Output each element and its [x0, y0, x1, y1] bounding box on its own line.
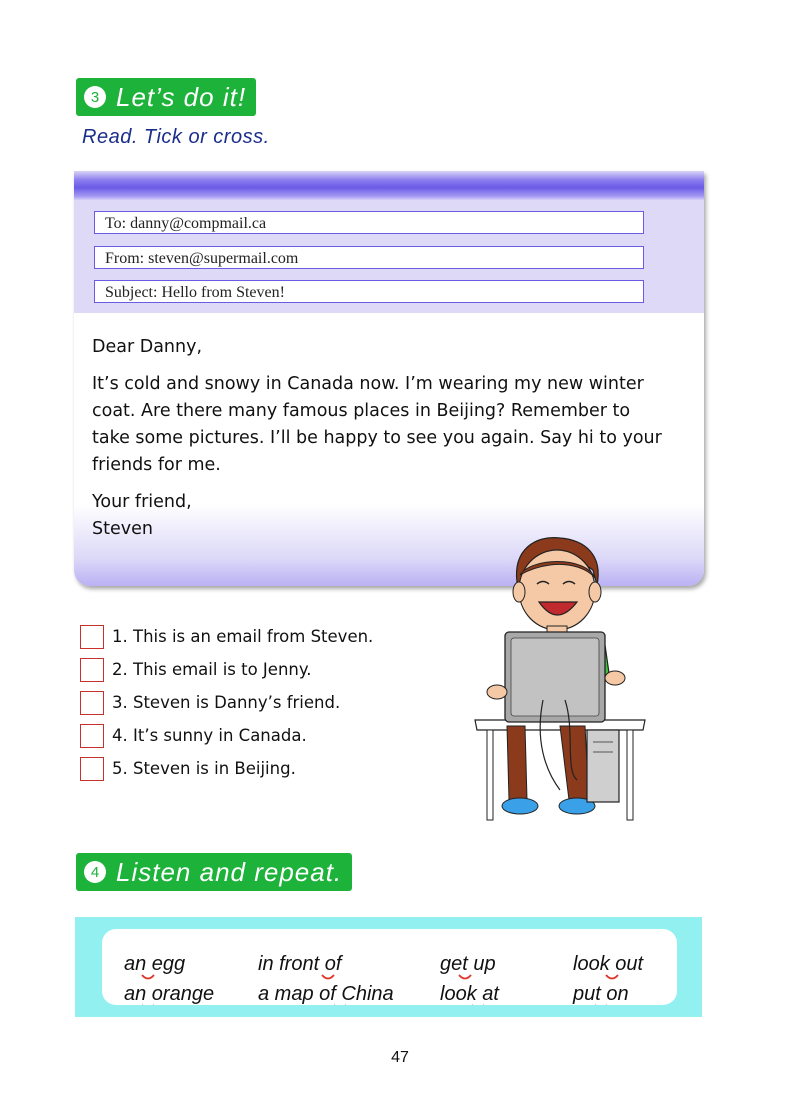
statement-item: [80, 719, 373, 752]
boy-at-computer-illustration: [465, 530, 665, 830]
phrase: a map of China: [258, 983, 394, 1005]
statement-text: 1. This is an email from Steven.: [112, 627, 374, 646]
section-title: Listen and repeat.: [116, 856, 343, 887]
answer-checkbox[interactable]: [80, 691, 104, 715]
answer-checkbox[interactable]: [80, 724, 104, 748]
phrase: in front of: [258, 953, 342, 975]
section-number: 4: [84, 861, 106, 883]
answer-checkbox[interactable]: [80, 658, 104, 682]
email-closing: Your friend,: [92, 492, 192, 512]
liaison-marks: [102, 929, 677, 1005]
email-title-bar: [74, 171, 704, 201]
page-number: 47: [391, 1049, 409, 1066]
statement-item: [80, 686, 373, 719]
statement-item: [80, 620, 373, 653]
phrase: look out: [573, 953, 644, 975]
phrase: put on: [573, 983, 629, 1005]
answer-checkbox[interactable]: [80, 757, 104, 781]
instruction-text: Read. Tick or cross.: [82, 126, 270, 148]
email-signature: Steven: [92, 519, 153, 539]
email-from-field: From: steven@supermail.com: [94, 246, 644, 269]
email-window: [74, 171, 704, 586]
section-3-badge: [76, 78, 256, 116]
statement-text: 2. This email is to Jenny.: [112, 660, 312, 679]
phrase-band: [75, 917, 702, 1017]
phrase-box: [102, 929, 677, 1005]
statement-text: 3. Steven is Danny’s friend.: [112, 693, 341, 712]
section-4-badge: [76, 853, 352, 891]
email-to-field: To: danny@compmail.ca: [94, 211, 644, 234]
statement-item: [80, 752, 373, 785]
email-body-line: friends for me.: [92, 455, 221, 475]
answer-checkbox[interactable]: [80, 625, 104, 649]
phrase: an egg: [124, 953, 186, 975]
statement-text: 5. Steven is in Beijing.: [112, 759, 296, 778]
liaison-arc: [142, 975, 154, 979]
email-greeting: Dear Danny,: [92, 337, 203, 357]
liaison-arc: [606, 975, 618, 979]
email-body-line: take some pictures. I’ll be happy to see you again. Say hi to your: [92, 428, 662, 448]
section-number: 3: [84, 86, 106, 108]
phrase: an orange: [124, 983, 215, 1005]
statement-text: 4. It’s sunny in Canada.: [112, 726, 307, 745]
section-title: Let’s do it!: [116, 81, 247, 112]
statement-list: [80, 620, 373, 785]
phrase: look at: [440, 983, 499, 1005]
email-body-line: coat. Are there many famous places in Beijing? Remember to: [92, 401, 631, 421]
liaison-arc: [322, 975, 334, 979]
email-subject-field: Subject: Hello from Steven!: [94, 280, 644, 303]
email-body-line: It’s cold and snowy in Canada now. I’m wearing my new winter: [92, 374, 644, 394]
statement-item: [80, 653, 373, 686]
phrase: get up: [440, 953, 496, 975]
liaison-arc: [459, 975, 471, 979]
